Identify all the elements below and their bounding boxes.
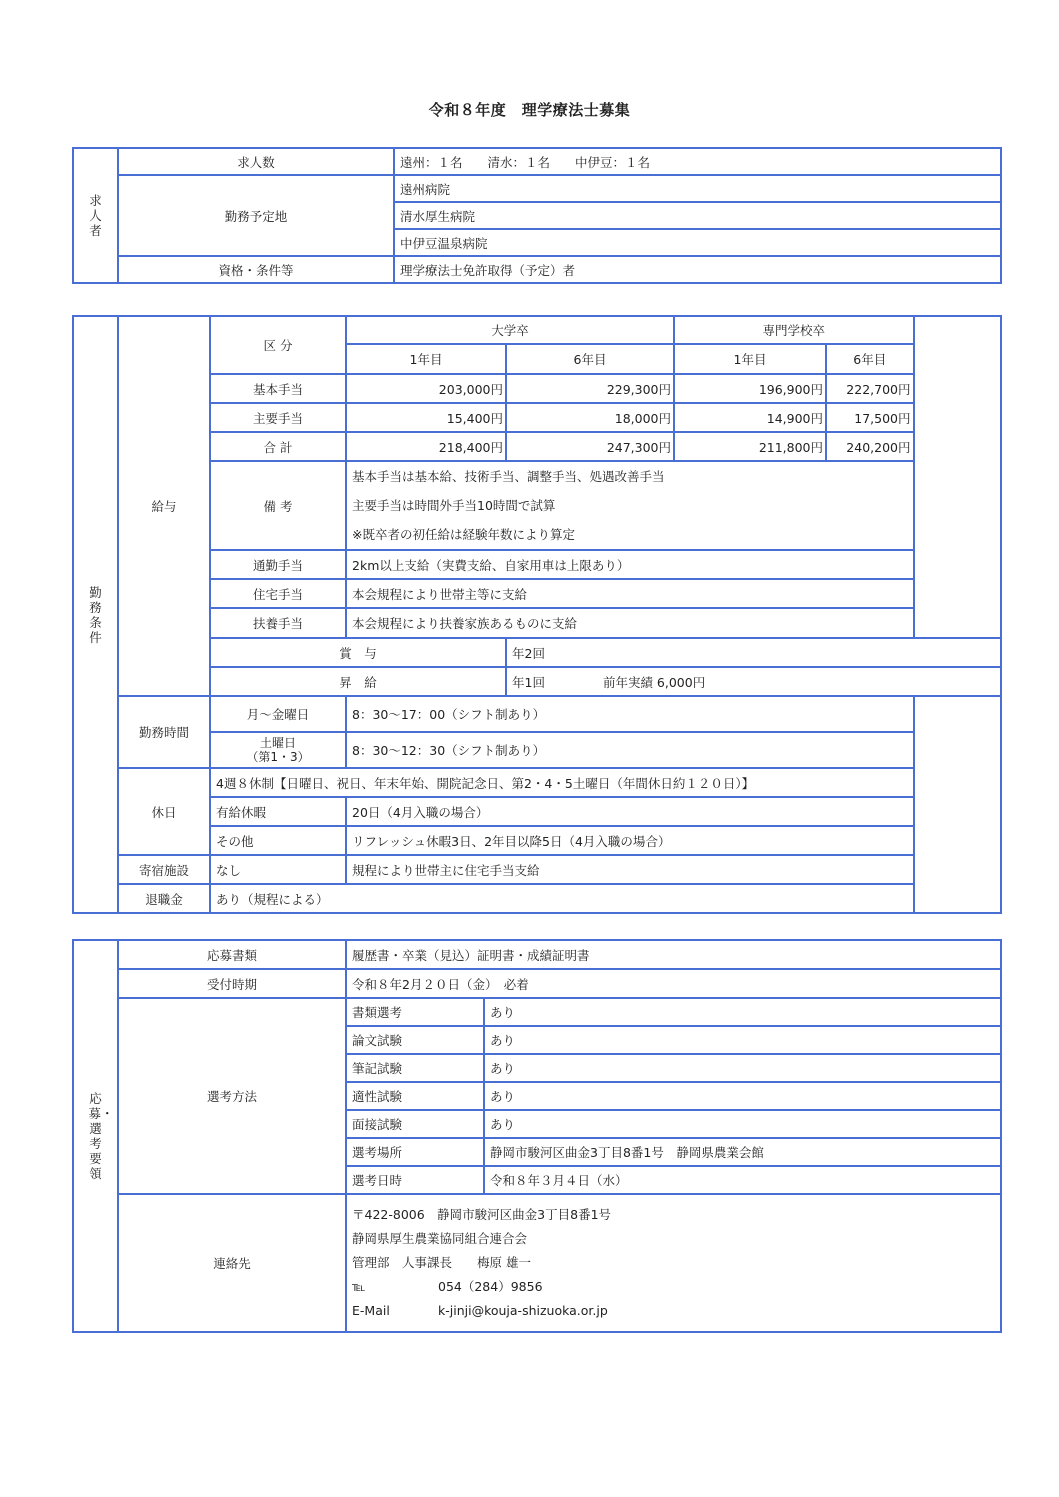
mail-label: E-Mail <box>352 1303 390 1318</box>
raise-label: 昇 給 <box>210 667 506 696</box>
contact-address: 〒422-8006 静岡市駿河区曲金3丁目8番1号 <box>352 1207 612 1222</box>
retirement-label: 退職金 <box>118 884 210 913</box>
application-table <box>72 939 1002 1333</box>
contact-person: 管理部 人事課長 梅原 雄一 <box>352 1255 531 1270</box>
period-label: 受付時期 <box>118 969 346 998</box>
salary-cell: 222,700円 <box>826 374 913 403</box>
retirement-value: あり（規程による） <box>210 884 914 913</box>
selection-item-value: あり <box>484 1026 1001 1054</box>
application-side-label: 応募・選考要領 <box>73 940 118 1332</box>
bonus-value: 年2回 <box>506 638 1001 667</box>
salary-row-label: 合 計 <box>210 432 346 461</box>
salary-cell: 14,900円 <box>674 403 826 432</box>
housing-label: 住宅手当 <box>210 579 346 608</box>
selection-item-value: あり <box>484 998 1001 1026</box>
paid-leave-value: 20日（4月入職の場合） <box>346 797 914 826</box>
saturday-value: 8：30～12：30（シフト制あり） <box>346 732 914 768</box>
remark-line: ※既卒者の初任給は経験年数により算定 <box>352 527 575 542</box>
weekday-label: 月～金曜日 <box>210 696 346 732</box>
qualification-value: 理学療法士免許取得（予定）者 <box>394 256 1001 283</box>
location-item: 遠州病院 <box>394 175 1001 202</box>
raise-value <box>506 667 1001 696</box>
raise-text: 年1回 <box>512 674 545 690</box>
year-header: 1年目 <box>674 344 826 374</box>
recruiter-side-label: 求人者 <box>73 148 118 283</box>
conditions-side-label: 勤務条件 <box>73 316 118 913</box>
group-vocational: 専門学校卒 <box>674 316 913 344</box>
saturday-label <box>210 732 346 768</box>
selection-item-value: あり <box>484 1110 1001 1138</box>
bonus-label: 賞 与 <box>210 638 506 667</box>
mail-value[interactable]: k-jinji@kouja-shizuoka.or.jp <box>438 1303 608 1318</box>
location-label: 勤務予定地 <box>118 175 394 256</box>
selection-item-label: 面接試験 <box>346 1110 484 1138</box>
weekday-value: 8：30～17：00（シフト制あり） <box>346 696 914 732</box>
dorm-note: 規程により世帯主に住宅手当支給 <box>346 855 914 884</box>
count-value: 遠州：１名 清水：１名 中伊豆：１名 <box>394 148 1001 175</box>
contact-value <box>346 1194 1001 1332</box>
salary-row-label: 基本手当 <box>210 374 346 403</box>
housing-value: 本会規程により世帯主等に支給 <box>346 579 914 608</box>
docs-label: 応募書類 <box>118 940 346 969</box>
commute-label: 通勤手当 <box>210 550 346 579</box>
selection-item-label: 適性試験 <box>346 1082 484 1110</box>
hours-label: 勤務時間 <box>118 696 210 768</box>
salary-cell: 17,500円 <box>826 403 913 432</box>
selection-item-label: 選考日時 <box>346 1166 484 1194</box>
location-item: 中伊豆温泉病院 <box>394 229 1001 256</box>
kubun-label: 区 分 <box>210 316 346 374</box>
saturday-note: （第1・3） <box>246 750 310 764</box>
salary-label: 給与 <box>118 316 210 696</box>
tel-label: ℡ <box>352 1279 366 1294</box>
family-value: 本会規程により扶養家族あるものに支給 <box>346 608 914 638</box>
group-university: 大学卒 <box>346 316 674 344</box>
salary-cell: 240,200円 <box>826 432 913 461</box>
contact-org: 静岡県厚生農業協同組合連合会 <box>352 1231 528 1246</box>
salary-cell: 211,800円 <box>674 432 826 461</box>
tel-value: 054（284）9856 <box>438 1279 543 1294</box>
remark-line: 主要手当は時間外手当10時間で試算 <box>352 498 556 513</box>
dorm-label: 寄宿施設 <box>118 855 210 884</box>
salary-row-label: 主要手当 <box>210 403 346 432</box>
selection-item-label: 書類選考 <box>346 998 484 1026</box>
page-title: 令和８年度 理学療法士募集 <box>428 101 631 119</box>
location-item: 清水厚生病院 <box>394 202 1001 229</box>
saturday-label-text: 土曜日 <box>259 736 296 750</box>
salary-cell: 203,000円 <box>346 374 506 403</box>
qualification-label: 資格・条件等 <box>118 256 394 283</box>
salary-cell: 218,400円 <box>346 432 506 461</box>
year-header: 6年目 <box>506 344 674 374</box>
other-leave-value: リフレッシュ休暇3日、2年目以降5日（4月入職の場合） <box>346 826 914 855</box>
salary-cell: 18,000円 <box>506 403 674 432</box>
contact-label: 連絡先 <box>118 1194 346 1332</box>
paid-leave-label: 有給休暇 <box>210 797 346 826</box>
conditions-table <box>72 315 1002 914</box>
salary-cell: 229,300円 <box>506 374 674 403</box>
raise-note: 前年実績 6,000円 <box>602 674 706 690</box>
selection-item-label: 論文試験 <box>346 1026 484 1054</box>
selection-item-value: あり <box>484 1054 1001 1082</box>
contact-tel <box>352 1275 995 1299</box>
period-value: 令和８年2月２０日（金） 必着 <box>346 969 1001 998</box>
salary-cell: 247,300円 <box>506 432 674 461</box>
selection-item-label: 筆記試験 <box>346 1054 484 1082</box>
salary-cell: 196,900円 <box>674 374 826 403</box>
holiday-value: 4週８休制【日曜日、祝日、年末年始、開院記念日、第2・4・5土曜日（年間休日約１２０日）】 <box>210 768 914 797</box>
family-label: 扶養手当 <box>210 608 346 638</box>
commute-value: 2km以上支給（実費支給、自家用車は上限あり） <box>346 550 914 579</box>
dorm-value: なし <box>210 855 346 884</box>
holiday-label: 休日 <box>118 768 210 855</box>
selection-item-value: 静岡市駿河区曲金3丁目8番1号 静岡県農業会館 <box>484 1138 1001 1166</box>
contact-mail <box>352 1299 995 1323</box>
recruiter-table <box>72 147 1002 284</box>
salary-cell: 15,400円 <box>346 403 506 432</box>
selection-label: 選考方法 <box>118 998 346 1194</box>
remark-line: 基本手当は基本給、技術手当、調整手当、処遇改善手当 <box>352 469 665 484</box>
year-header: 1年目 <box>346 344 506 374</box>
selection-item-value: 令和８年３月４日（水） <box>484 1166 1001 1194</box>
count-label: 求人数 <box>118 148 394 175</box>
selection-item-label: 選考場所 <box>346 1138 484 1166</box>
remarks-label: 備 考 <box>210 461 346 550</box>
remarks-value <box>346 461 914 550</box>
other-leave-label: その他 <box>210 826 346 855</box>
docs-value: 履歴書・卒業（見込）証明書・成績証明書 <box>346 940 1001 969</box>
year-header: 6年目 <box>826 344 913 374</box>
selection-item-value: あり <box>484 1082 1001 1110</box>
